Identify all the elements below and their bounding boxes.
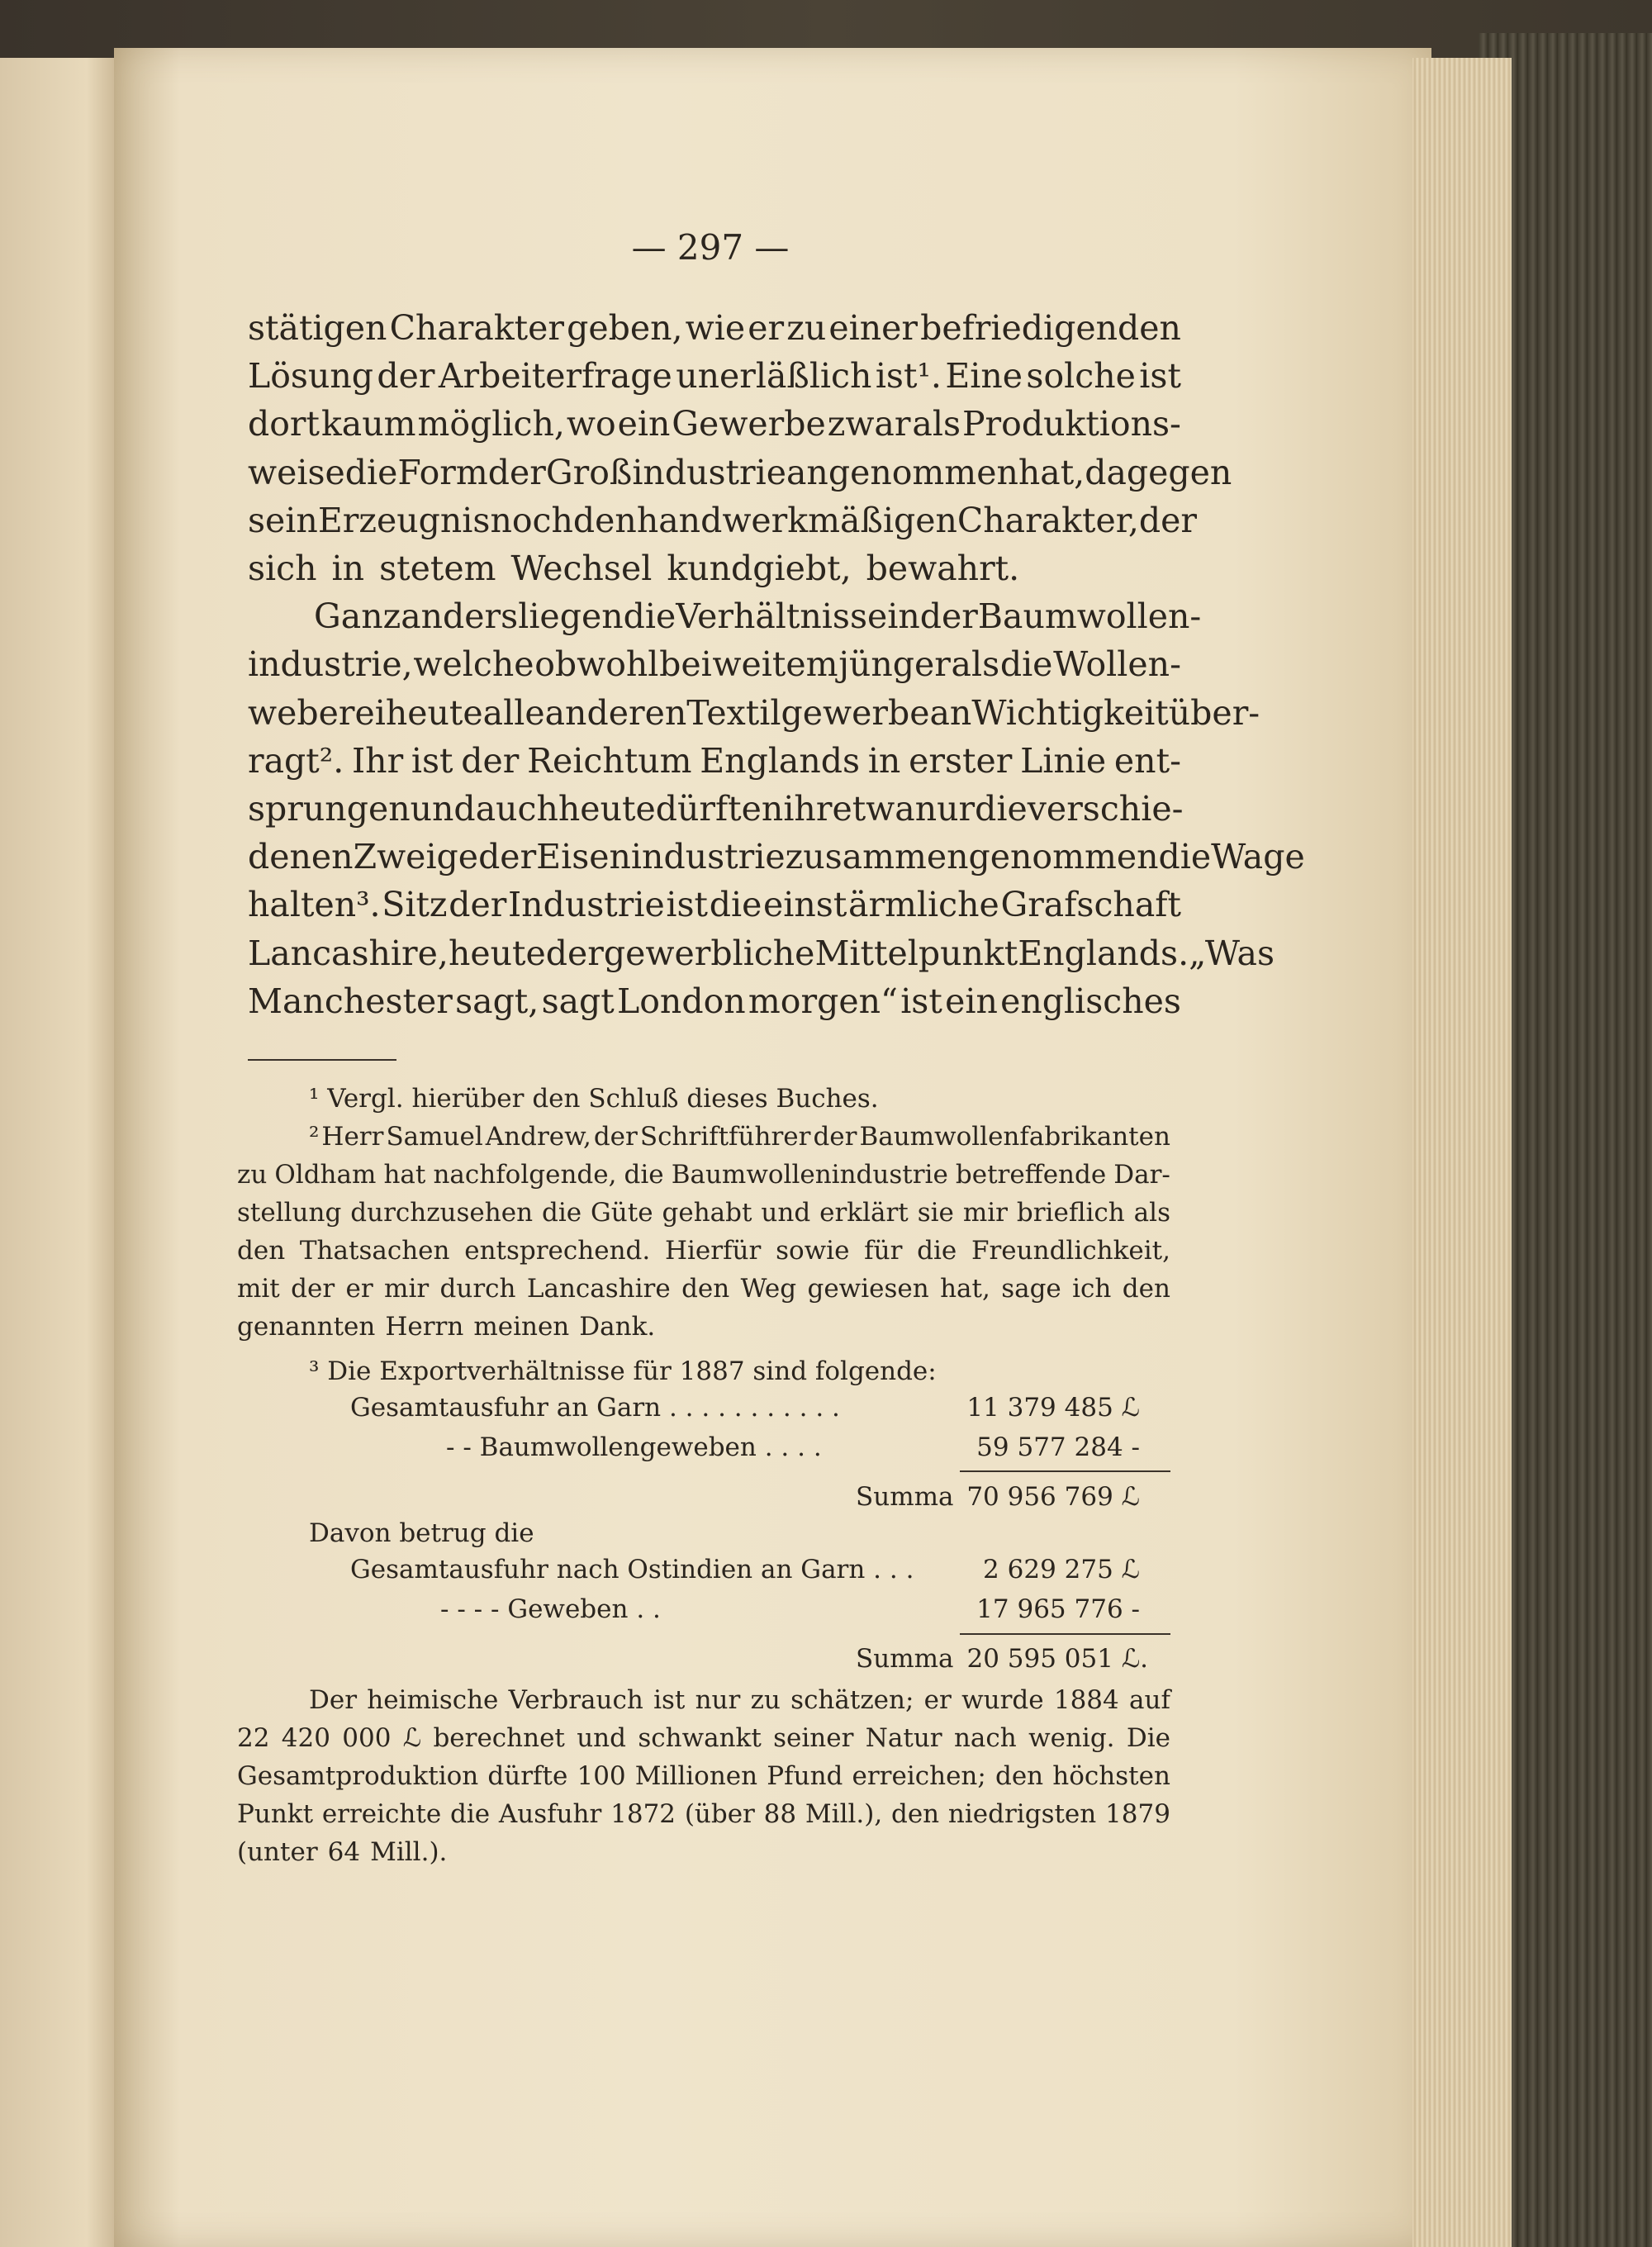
table2-row2-label: - - - - Geweben . .	[440, 1594, 661, 1624]
closing-line: Der heimische Verbrauch ist nur zu schätzen; er wurde 1884 auf	[309, 1685, 1170, 1715]
table2-sum-label: Summa	[856, 1644, 954, 1674]
text-line: Manchester sagt, sagt London morgen“ ist ein englisches	[248, 981, 1181, 1021]
text-line: denen Zweige der Eisenindustrie zusammengenommen die Wage	[248, 837, 1305, 877]
closing-line: Punkt erreichte die Ausfuhr 1872 (über 88 Mill.), den niedrigsten 1879	[237, 1799, 1170, 1829]
footnote-2-line: den Thatsachen entsprechend. Hierfür sowie für die Freundlichkeit,	[237, 1236, 1170, 1266]
table1-sum-value: 70 956 769 ℒ	[966, 1482, 1140, 1512]
footnote-2-line: genannten Herrn meinen Dank.	[237, 1312, 656, 1342]
left-page-edge	[0, 58, 124, 2247]
table1-row2-value: 59 577 284 -	[976, 1432, 1140, 1462]
text-line: sich in stetem Wechsel kundgiebt, bewahrt.	[248, 549, 1020, 588]
table1-row2-label: - - Baumwollengeweben . . . .	[446, 1432, 822, 1462]
table2-row2-value: 17 965 776 -	[976, 1594, 1140, 1624]
text-line: halten³. Sitz der Industrie ist die einst ärmliche Grafschaft	[248, 885, 1181, 925]
footnote-2-line: mit der er mir durch Lancashire den Weg gewiesen hat, sage ich den	[237, 1274, 1170, 1304]
davon-line: Davon betrug die	[309, 1518, 534, 1548]
text-line: weise die Form der Großindustrie angenommen hat, dagegen	[248, 452, 1232, 492]
table2-sum-value: 20 595 051 ℒ.	[966, 1644, 1148, 1674]
text-line: Ganz anders liegen die Verhältnisse in der Baumwollen-	[314, 596, 1202, 637]
table2-row1-label: Gesamtausfuhr nach Ostindien an Garn . . .	[350, 1555, 914, 1584]
text-line: sprungen und auch heute dürften ihr etwa nur die verschie-	[248, 789, 1184, 829]
text-line: sein Erzeugnis noch den handwerkmäßigen Charakter, der	[248, 500, 1197, 540]
closing-line: 22 420 000 ℒ berechnet und schwankt seiner Natur nach wenig. Die	[237, 1723, 1170, 1753]
text-line: weberei heute alle anderen Textilgewerbe an Wichtigkeit über-	[248, 692, 1260, 733]
footnote-2-line: stellung durchzusehen die Güte gehabt und erklärt sie mir brieflich als	[237, 1198, 1170, 1228]
table1-sum-rule	[960, 1470, 1170, 1472]
table2-sum-rule	[960, 1633, 1170, 1635]
footnote-2-line: zu Oldham hat nachfolgende, die Baumwollenindustrie betreffende Dar-	[237, 1160, 1170, 1190]
footnote-3-intro: ³ Die Exportverhältnisse für 1887 sind folgende:	[309, 1356, 937, 1386]
page-edges	[1412, 58, 1512, 2247]
page-number: — 297 —	[631, 227, 790, 268]
footnote-2-line: ² Herr Samuel Andrew, der Schriftführer der Baumwollenfabrikanten	[309, 1122, 1170, 1152]
footnote-rule	[248, 1059, 396, 1061]
text-line: Lancashire, heute der gewerbliche Mittelpunkt Englands. „Was	[248, 933, 1275, 973]
closing-line: (unter 64 Mill.).	[237, 1837, 448, 1867]
table1-row1-value: 11 379 485 ℒ	[966, 1393, 1140, 1423]
table2-row1-value: 2 629 275 ℒ	[983, 1555, 1140, 1584]
text-line: ragt². Ihr ist der Reichtum Englands in erster Linie ent-	[248, 740, 1181, 781]
text-line: stätigen Charakter geben, wie er zu einer befriedigenden	[248, 308, 1181, 348]
closing-line: Gesamtproduktion dürfte 100 Millionen Pfund erreichen; den höchsten	[237, 1761, 1170, 1791]
text-line: Lösung der Arbeiterfrage unerläßlich ist¹. Eine solche ist	[248, 356, 1181, 397]
table1-row1-label: Gesamtausfuhr an Garn . . . . . . . . . . .	[350, 1393, 840, 1423]
table1-sum-label: Summa	[856, 1482, 954, 1512]
text-line: industrie, welche obwohl bei weitem jünger als die Wollen-	[248, 644, 1181, 685]
footnote-1: ¹ Vergl. hierüber den Schluß dieses Buches.	[309, 1084, 879, 1114]
text-line: dort kaum möglich, wo ein Gewerbe zwar als Produktions-	[248, 404, 1181, 444]
